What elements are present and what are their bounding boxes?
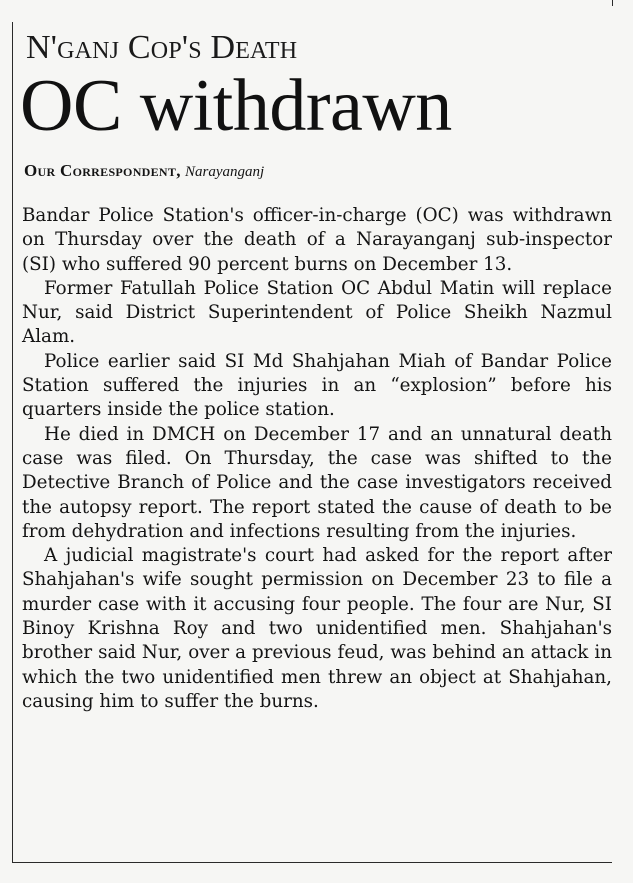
column-rule-top-right <box>612 0 613 6</box>
byline <box>24 160 264 183</box>
article-paragraph: He died in DMCH on December 17 and an unnatural death case was filed. On Thursday, the case was shifted to the Detective Branch of Police and the case investigators received the autopsy report. The report stated the cause of death to be from dehydration and infections resulting from the injuries. <box>22 423 612 542</box>
article-paragraph: Former Fatullah Police Station OC Abdul Matin will replace Nur, said District Superintendent of Police Sheikh Nazmul Alam. <box>22 277 612 348</box>
article-paragraph: A judicial magistrate's court had asked for the report after Shahjahan's wife sought permission on December 23 to file a murder case with it accusing four people. The four are Nur, SI Binoy Krishna Roy and two unidentified men. Shahjahan's brother said Nur, over a previous feud, was behind an attack in which the two unidentified men threw an object at Shahjahan, causing him to suffer the burns. <box>22 545 612 712</box>
main-headline: OC withdrawn <box>20 65 452 147</box>
article-paragraph: Police earlier said SI Md Shahjahan Miah of Bandar Police Station suffered the injuries in an “explosion” before his quarters inside the police station. <box>22 350 612 421</box>
article-paragraph: Bandar Police Station's officer-in-charge (OC) was withdrawn on Thursday over the death of a Narayanganj sub-inspector (SI) who suffered 90 percent burns on December 13. <box>22 205 612 275</box>
column-rule-bottom <box>12 862 612 863</box>
byline-location: Narayanganj <box>185 164 265 180</box>
byline-author: Our Correspondent, <box>24 161 181 180</box>
kicker-headline: N'ganj Cop's Death <box>26 29 298 66</box>
article-body <box>22 204 612 714</box>
column-rule-left <box>12 22 13 862</box>
